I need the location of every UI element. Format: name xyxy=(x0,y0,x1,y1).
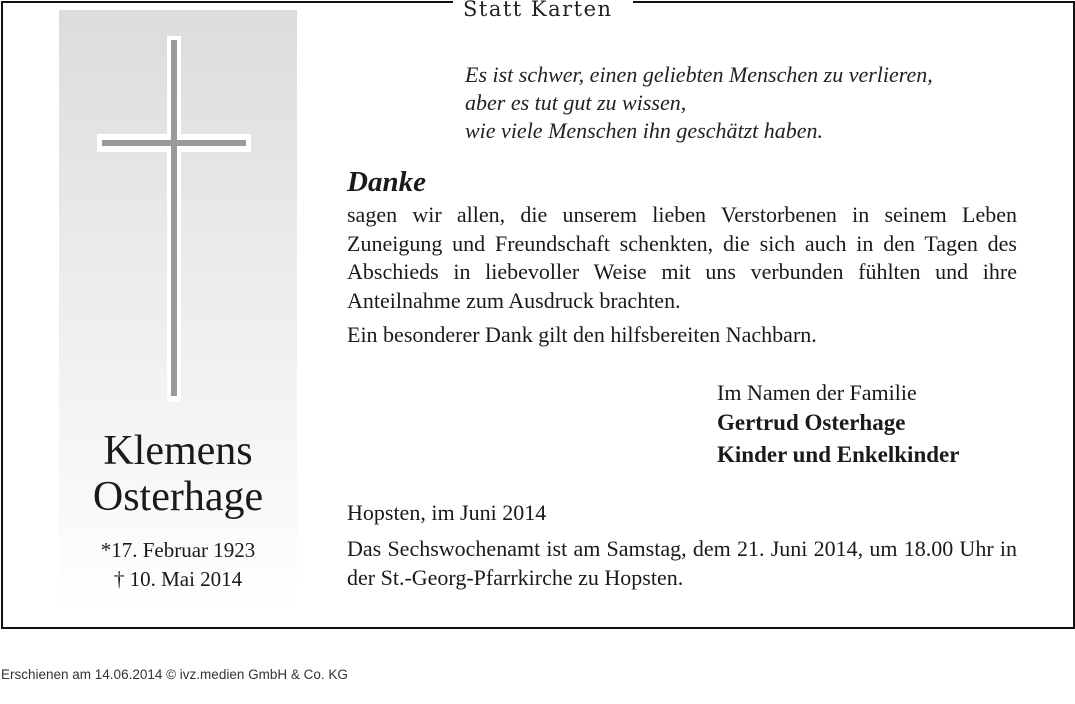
special-thanks: Ein besonderer Dank gilt den hilfsbereiten Nachbarn. xyxy=(347,322,817,347)
deceased-first-name: Klemens xyxy=(103,428,253,474)
quote-line: aber es tut gut zu wissen, xyxy=(465,90,687,115)
deceased-name xyxy=(59,428,297,520)
life-dates xyxy=(59,536,297,594)
obituary-card xyxy=(1,1,1075,629)
signature-name: Gertrud Osterhage xyxy=(717,410,906,435)
thanks-paragraph: sagen wir allen, die unserem lieben Verstorbenen in seinem Leben Zuneigung und Freundschaft schenkten, die sich auch in den Tagen des Abschieds in liebevoller Weise mit uns verbunden fühlten und ihre Anteilnahme zum Ausdruck brachten. xyxy=(347,202,1017,313)
signature-block xyxy=(717,379,1037,471)
birth-date: *17. Februar 1923 xyxy=(100,538,256,562)
signature-family: Kinder und Enkelkinder xyxy=(717,442,960,467)
quote-line: wie viele Menschen ihn geschätzt haben. xyxy=(465,118,824,143)
thanks-heading: Danke xyxy=(347,166,426,198)
signature-intro: Im Namen der Familie xyxy=(717,380,917,405)
service-notice: Das Sechswochenamt ist am Samstag, dem 21. Juni 2014, um 18.00 Uhr in der St.-Georg-Pfarrkirche zu Hopsten. xyxy=(347,536,1017,590)
publication-footer: Erschienen am 14.06.2014 © ivz.medien GmbH & Co. KG xyxy=(1,667,348,682)
quote xyxy=(465,61,1025,145)
header-title: Statt Karten xyxy=(463,0,633,21)
sidebar-panel xyxy=(59,10,297,610)
quote-line: Es ist schwer, einen geliebten Menschen zu verlieren, xyxy=(465,62,933,87)
place-date: Hopsten, im Juni 2014 xyxy=(347,500,547,525)
deceased-last-name: Osterhage xyxy=(92,474,264,520)
cross-icon xyxy=(97,36,257,402)
death-date: † 10. Mai 2014 xyxy=(113,567,243,591)
